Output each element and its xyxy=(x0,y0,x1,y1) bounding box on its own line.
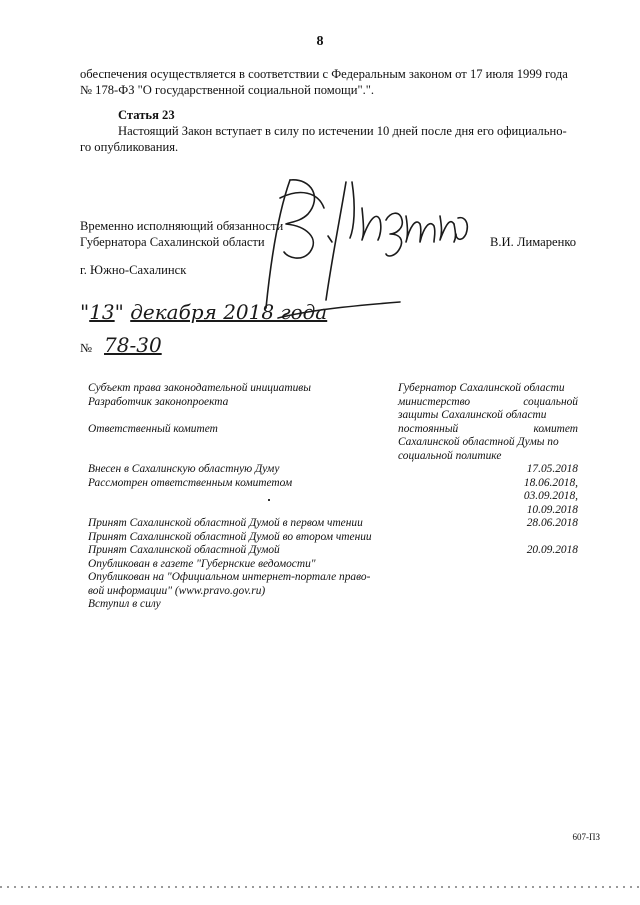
details-row-label: Субъект права законодательной инициативы xyxy=(88,382,311,394)
footer-code: 607-ПЗ xyxy=(572,832,600,842)
number-value: 78-30 xyxy=(104,333,162,357)
developer-line-2: защиты Сахалинской области xyxy=(398,409,547,421)
signer-position-line-2: Губернатора Сахалинской области xyxy=(80,235,265,249)
page-number: 8 xyxy=(316,34,324,49)
number-prefix: № xyxy=(80,341,93,355)
continuation-line-2: № 178-ФЗ "О государственной социальной помощи".". xyxy=(80,83,375,97)
details-date: 03.09.2018, xyxy=(523,490,578,502)
initiative-subject: Губернатор Сахалинской области xyxy=(398,382,565,394)
details-row-label: Принят Сахалинской областной Думой xyxy=(88,544,280,556)
date-rest: декабря 2018 года xyxy=(130,300,328,324)
details-row-label: Принят Сахалинской областной Думой в первом чтении xyxy=(88,517,363,529)
details-date: 28.06.2018 xyxy=(526,517,578,529)
details-date: 17.05.2018 xyxy=(526,463,578,475)
article-line-2: го опубликования. xyxy=(80,140,179,154)
details-row-label: Опубликован на "Официальном интернет-портале право- xyxy=(88,571,371,583)
details-row-label: Внесен в Сахалинскую областную Думу xyxy=(88,463,280,475)
details-date: 18.06.2018, xyxy=(523,476,578,489)
continuation-line-1: обеспечения осуществляется в соответствии с Федеральным законом от 17 июля 1999 года xyxy=(80,67,568,81)
article-title: Статья 23 xyxy=(118,108,175,122)
details-date: 20.09.2018 xyxy=(526,544,578,556)
committee-line-2: Сахалинской областной Думы по xyxy=(398,436,559,448)
details-row-label: Ответственный комитет xyxy=(88,422,218,435)
signing-date xyxy=(80,300,340,324)
developer-line-1: министерство социальной xyxy=(398,395,578,408)
law-number xyxy=(80,333,162,357)
details-date xyxy=(398,531,578,545)
details-left-column xyxy=(88,382,393,612)
scan-edge-artifact xyxy=(0,886,640,888)
details-date: 10.09.2018 xyxy=(526,503,578,516)
signer-position-line-1: Временно исполняющий обязанности xyxy=(80,219,284,233)
date-quote-open: " xyxy=(80,300,90,324)
signer-name: В.И. Лимаренко xyxy=(490,235,577,249)
details-row-label: вой информации" (www.pravo.gov.ru) xyxy=(88,584,266,597)
date-day: 13 xyxy=(89,300,115,324)
details-row-label: Принят Сахалинской областной Думой во втором чтении xyxy=(88,530,372,543)
article-line-1: Настоящий Закон вступает в силу по истечении 10 дней после дня его официально- xyxy=(118,124,567,138)
committee-line-3: социальной политике xyxy=(398,449,502,462)
stray-mark xyxy=(268,499,270,501)
committee-line-1: постоянный комитет xyxy=(398,422,578,435)
details-right-column xyxy=(398,382,578,558)
date-quote-close: " xyxy=(114,300,124,324)
details-row-label: Разработчик законопроекта xyxy=(88,395,229,408)
details-row-label: Вступил в силу xyxy=(88,598,161,610)
details-row-label: Опубликован в газете "Губернские ведомости" xyxy=(88,557,316,570)
details-row-label: Рассмотрен ответственным комитетом xyxy=(88,476,293,489)
place-of-signing: г. Южно-Сахалинск xyxy=(80,263,187,277)
